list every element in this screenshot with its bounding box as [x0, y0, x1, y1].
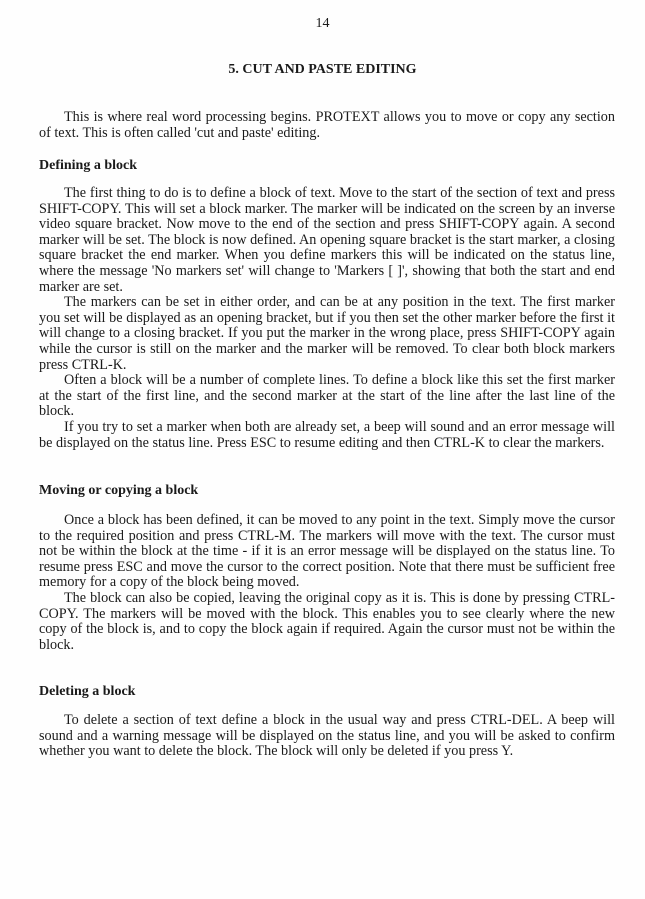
- chapter-title: 5. CUT AND PASTE EDITING: [228, 62, 417, 77]
- paragraph: Often a block will be a number of complete lines. To define a block like this set the first marker at the start of the first line, and the second marker at the start of the line after the last line of the block.: [39, 372, 615, 420]
- paragraph: The markers can be set in either order, and can be at any position in the text. The first marker you set will be displayed as an opening bracket, but if you then set the other marker before the first it will change to a closing bracket. If you put the marker in the wrong place, press SHIFT-COPY again while the cursor is still on the marker and the marker will be removed. To clear both block markers press CTRL-K.: [39, 294, 615, 373]
- paragraph: Once a block has been defined, it can be moved to any point in the text. Simply move the cursor to the required position and press CTRL-M. The markers will move with the text. The cursor must not be within the block at the time - if it is an error message will be displayed on the status line. To resume press ESC and move the cursor to the correct position. Note that there must be sufficient free memory for a copy of the block being moved.: [39, 512, 615, 591]
- section-heading-deleting-block: Deleting a block: [39, 684, 136, 699]
- section-heading-moving-block: Moving or copying a block: [39, 483, 199, 498]
- section-body-deleting-block: [39, 713, 615, 760]
- paragraph: The first thing to do is to define a block of text. Move to the start of the section of text and press SHIFT-COPY. This will set a block marker. The marker will be indicated on the screen by an inverse video square bracket. Now move to the end of the section and press SHIFT-COPY again. A second marker will be set. The block is now defined. An opening square bracket is the start marker, a closing square bracket the end marker. When you define markers this will be indicated on the status line, where the message 'No markers set' will change to 'Markers [ ]', showing that both the start and end marker are set.: [39, 185, 615, 295]
- paragraph: To delete a section of text define a block in the usual way and press CTRL-DEL. A beep will sound and a warning message will be displayed on the status line, and you will be asked to confirm whether you want to delete the block. The block will only be deleted if you press Y.: [39, 712, 615, 760]
- section-heading-defining-block: Defining a block: [39, 158, 138, 173]
- page-number: 14: [315, 16, 330, 31]
- intro-block: [39, 110, 615, 141]
- intro-paragraph: This is where real word processing begins. PROTEXT allows you to move or copy any section of text. This is often called 'cut and paste' editing.: [39, 109, 615, 141]
- paragraph: If you try to set a marker when both are already set, a beep will sound and an error message will be displayed on the status line. Press ESC to resume editing and then CTRL-K to clear the markers.: [39, 418, 615, 451]
- paragraph: The block can also be copied, leaving the original copy as it is. This is done by pressing CTRL-COPY. The markers will be moved with the block. This enables you to see clearly where the new copy of the block is, and to copy the block again if required. Again the cursor must not be within the block.: [39, 589, 615, 653]
- section-body-defining-block: [39, 186, 615, 451]
- section-body-moving-block: [39, 513, 615, 653]
